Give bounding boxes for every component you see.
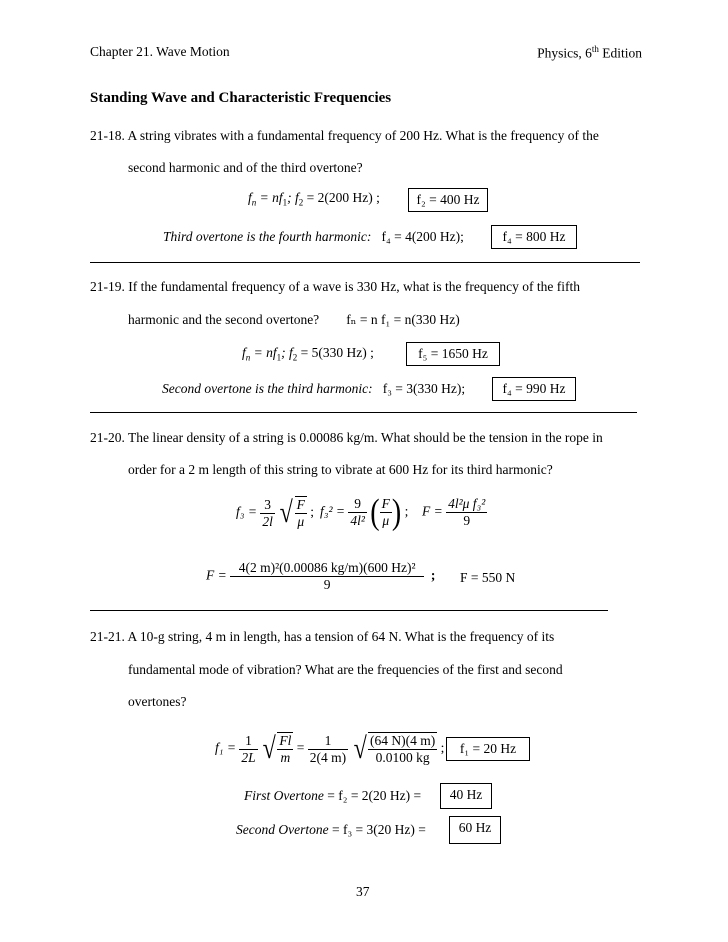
divider [90,262,640,263]
running-header-right: Physics, 6th Edition [537,44,642,61]
problem-21-19-equation: $f_n = nf_1$; $f_2 = 5(330$ Hz) ; [242,345,374,363]
problem-21-19-overtone-line: Second overtone is the third harmonic: f₃ = 3(330 Hz); [162,381,466,396]
formula-f1: f₁ = $\frac{1}{2L}$ √ $\frac{Fl}{m}$ = $\frac{1}{2(4 m)}$ √ $\frac{(64 N)(4 m)}{0.0100 kg}$ ; [215,732,445,765]
first-overtone-line: First Overtone = f₂ = 2(20 Hz) = [244,788,422,803]
problem-21-19-question-line1: 21-19. If the fundamental frequency of a wave is 330 Hz, what is the frequency of the fifth [90,279,580,294]
problem-21-21-question-line3: overtones? [128,694,187,709]
problem-21-18-question-line2: second harmonic and of the third overtone? [128,160,363,175]
problem-21-18-equation: $f_n = nf_1$; $f_2 = 2(200$ Hz) ; [248,190,380,208]
problem-21-21-question-line1: 21-21. A 10-g string, 4 m in length, has a tension of 64 N. What is the frequency of its [90,629,555,644]
formula-tension: F = $\frac{\text{4l²μ f₃²}}{9}$ [422,496,486,528]
page-number: 37 [356,884,370,899]
problem-21-18-overtone-line: Third overtone is the fourth harmonic: f₄ = 4(200 Hz); [163,229,464,244]
problem-21-19-question-line2: harmonic and the second overtone? fₙ = n f₁ = n(330 Hz) [128,312,460,327]
formula-f3: f₃ = $\frac{3}{2l}$ √ $\frac{F}{\mu}$ ; [236,496,315,529]
answer-box-f4: f₄ = 800 Hz [491,225,577,249]
answer-box-f2: f₂ = 400 Hz [408,188,488,212]
section-title: Standing Wave and Characteristic Frequencies [90,90,392,106]
formula-f3-squared: f₃² = $\frac{9}{\text{4l²}}$ ( $\frac{F}{\mu}$ ) ; [320,491,409,532]
problem-21-20-question-line2: order for a 2 m length of this string to vibrate at 600 Hz for its third harmonic? [128,462,553,477]
answer-box-second-overtone: 60 Hz [449,816,501,844]
tension-calculation: F = $\frac{\text{4(2 m)²(0.00086 kg/m)(600 Hz)²}}{9}$ ; [206,560,436,592]
divider [90,610,608,611]
problem-21-21-question-line2: fundamental mode of vibration? What are the frequencies of the first and second [128,662,563,677]
tension-result: F = 550 N [460,570,516,585]
answer-box-f4-second: f₄ = 990 Hz [492,377,576,401]
problem-21-18-question-line1: 21-18. A string vibrates with a fundamental frequency of 200 Hz. What is the frequency of the [90,128,599,143]
running-header-left: Chapter 21. Wave Motion [90,44,230,59]
answer-box-first-overtone: 40 Hz [440,783,492,809]
answer-box-f5: f₅ = 1650 Hz [406,342,500,366]
divider [90,412,637,413]
answer-box-f1: f₁ = 20 Hz [446,737,530,761]
second-overtone-line: Second Overtone = f₃ = 3(20 Hz) = [236,822,426,837]
problem-21-20-question-line1: 21-20. The linear density of a string is 0.00086 kg/m. What should be the tension in the rope in [90,430,603,445]
